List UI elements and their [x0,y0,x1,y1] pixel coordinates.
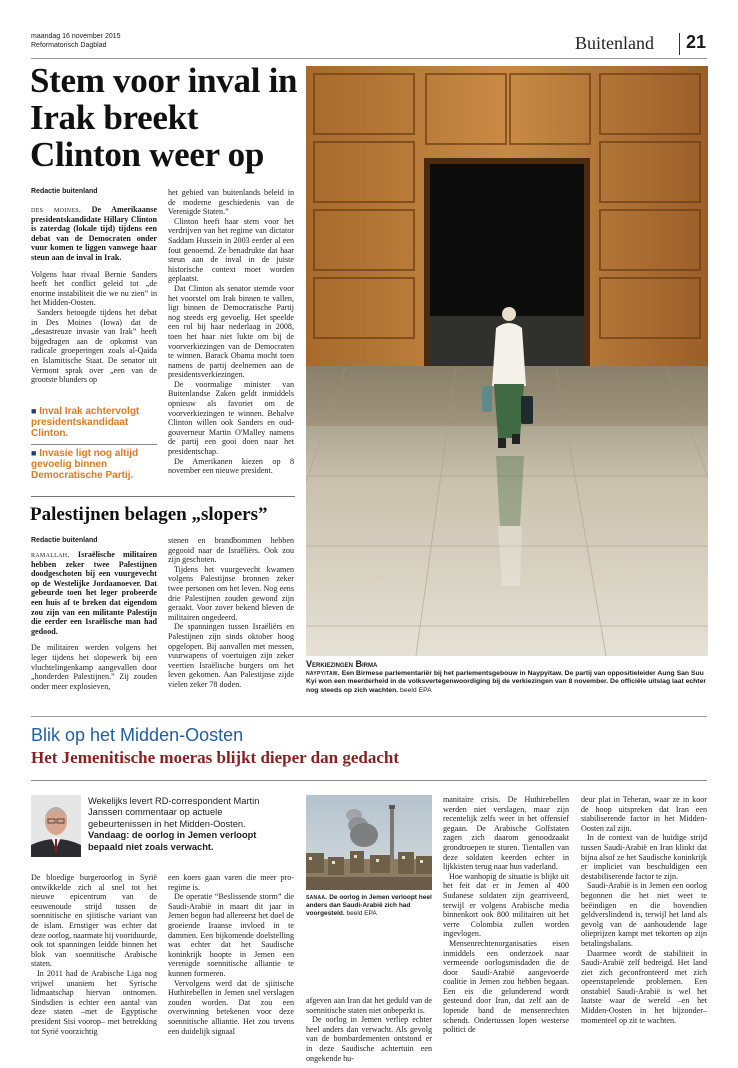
photo2-caption-text: De oorlog in Jemen verloopt heel anders dan Saudi-Arabië zich had voorgesteld. [306,894,432,918]
article1-headline: Stem voor inval in Irak breekt Clinton weer op [30,61,298,174]
photo-sanaa-image [306,795,432,890]
photo1-caption-place: naypyitaw. [306,669,340,677]
column-col2 [168,873,294,1063]
column-col4 [443,795,569,1063]
column-rubric: Blik op het Midden-Oosten [31,725,244,745]
pull-quote-divider [31,444,157,445]
column-paragraph: De operatie “Beslissende storm” die Saudi-Arabië in maart dit jaar in Jemen begon had allereerst het doel de groeiende Iraanse invloed in te dammen. Een bijkomende doelstelling was echter dat het Saudische koninkrijk hoopte in Jemen een verenigde soennitische alliantie te kunnen formeren. [168,892,294,978]
article2-byline: Redactie buitenland [31,537,98,544]
article1-dateline: des moines. [31,205,82,214]
article1-paragraph: Volgens haar rivaal Bernie Sanders heeft het conflict geleid tot „de enorme instabiliteit die we nu zien” in het Midden-Oosten. [31,269,157,308]
pull-quote-2: ■ Invasie ligt nog altijd gevoelig binnen Democratische Partij. [31,448,139,481]
section-rule [31,716,707,717]
page-number: 21 [686,32,707,52]
photo2-caption [306,894,432,919]
masthead-rule [31,58,707,59]
masthead-date: maandag 16 november 2015 [31,33,121,40]
article1-paragraph: het gebied van buitenlands beleid in de moderne geschiedenis van de Verenigde Staten.” [168,188,294,217]
photo1-credit: beeld EPA [400,686,432,694]
photo2-credit: beeld EPA [346,910,377,918]
column-paragraph: deur plat in Teheran, waar ze in koor de hoop uitspreken dat Iran een stabiliserende factor in het Midden-Oosten zal zijn. [581,795,707,833]
article2-lead: Israëlische militairen hebben zeker twee Palestijnen doodgeschoten bij een vuurgevecht op de Westelijke Jordaanoever. Dat gebeurde toen het leger probeerde een huis af te breken dat eigendom zou zijn van een militante Palestijn die eerder een Israëlische man had gedood. [31,550,157,636]
column-paragraph: De bloedige burgeroorlog in Syrië ontwikkelde zich al snel tot het nieuwe epicentrum van de eeuwenoude strijd tussen de soennitische en sjiitische variant van de islam. Ernstiger was echter dat deze oorlog, naarmate hij voortduurde, ook tot spanningen leidde binnen het blok van soennitische Arabische staten. [31,873,157,969]
article2-headline: Palestijnen belagen „slopers” [30,504,268,525]
article1-col2 [168,188,294,488]
column-paragraph: een koers gaan varen die meer pro-regime is. [168,873,294,892]
article1-paragraph: De voormalige minister van Buitenlandse Zaken geldt inmiddels opnieuw als favoriet om de voorverkiezingen te winnen. Behalve Clinton willen ook Sanders en oud-gouverneur Martin O'Malley namens de partij een gooi doen naar het presidentschap. [168,379,294,457]
article1-paragraph: Sanders betoogde tijdens het debat in Des Moines (Iowa) dat de „desastreuze invasie van Irak” heeft bijgedragen aan de opkomst van radicale groeperingen zoals al-Qaida en Islamitische Staat. De senator uit Vermont sprak over „een van de grootste blunders op [31,307,157,385]
column-paragraph: Mensenrechtenorganisaties eisen inmiddels een onderzoek naar vermeende oorlogsmisdaden die de door Saudi-Arabië aangevoerde coalitie in Jemen zou hebben begaan. Een eis die gelunderend wordt gesteund door Iran, dat zelf aan de lopende band de mensenrechten schendt. Ondertussen lopen westerse politici de [443,938,569,1035]
column-paragraph: afgeven aan Iran dat het geduld van de soennitische staten niet onbeperkt is. [306,996,432,1015]
article1-paragraph: De Amerikanen kiezen op 8 november een nieuwe president. [168,456,294,476]
article2-paragraph: De spanningen tussen Israëliërs en Palestijnen zijn sinds oktober hoog opgelopen. Bij aanvallen met messen, vuurwapens of voertuigen zijn zeker veertien Israëlische burgers om het leven gekomen. Aan Palestijnse zijde vielen zeker 78 doden. [168,622,294,689]
article2-paragraph: De militairen werden volgens het leger tijdens het slopewerk bij een vluchtelingenkamp aangevallen door „honderden Palestijnen.” Zij zouden onder meer explosieven, [31,643,157,691]
photo-parliament-image [306,66,708,656]
column-col3 [306,996,432,1064]
article1-col1 [31,205,157,400]
article2-paragraph: Tijdens het vuurgevecht kwamen volgens Palestijnse bronnen zeker twee personen om het leven. Nog eens drie Palestijnen zouden gewond zijn geraakt. Voor zover bekend bleven de militairen ongedeerd. [168,564,294,622]
pull-quote-1: ■ Inval Irak achtervolgt presidentskandidaat Clinton. [31,406,140,439]
section-title: Buitenland [575,33,654,53]
column-paragraph: In de context van de huidige strijd tussen Saudi-Arabië en Iran klinkt dat bijna alsof ze het Saudische koninkrijk er impliciet van beschuldigen een destabiliserende factor te zijn. [581,833,707,881]
column-paragraph: De oorlog in Jemen verliep echter heel anders dan verwacht. Als gevolg van de bombardementen ontstond er in deze Saudische achtertuin een ongekende hu- [306,1015,432,1063]
column-col5 [581,795,707,1063]
column-header-rule [31,780,707,781]
photo1-caption-title: Verkiezingen Birma [306,659,378,669]
photo-parliament [306,66,708,656]
column-paragraph: Hoe wanhopig de situatie is blijkt uit het feit dat er in Jemen al 400 Sudanese soldaten zijn gearriveerd, terwijl er volgens Arabische media binnenkort ook 800 militairen uit het verre Colombia zullen worden ingevlogen. [443,871,569,939]
article2-dateline: ramallah. [31,550,70,559]
column-paragraph: manitaire crisis. De Huthirebellen werden niet verslagen, maar zijn recentelijk zelfs weer in het offensief gegaan. De Arabische Golfstaten zagen zich daarom genoodzaakt grondtroepen te sturen. Tientallen van deze soldaten keerden echter in lijkkisten terug naar hun vaderland. [443,795,569,872]
photo-sanaa [306,795,432,890]
photo1-caption [306,660,708,695]
article2-col2 [168,536,294,708]
pull-quote-2-text: Invasie ligt nog altijd gevoelig binnen Democratische Partij. [31,448,139,481]
pull-quote-1-text: Inval Irak achtervolgt presidentskandidaat Clinton. [31,406,140,439]
article2-paragraph: stenen en brandbommen hebben gegooid naar de Israëliërs. Ook zou zijn geschoten. [168,536,294,565]
column-intro [88,796,268,853]
photo2-caption-place: sanaa. [306,894,328,901]
photo1-caption-text: Een Birmese parlementariër bij het parlementsgebouw in Naypyitaw. De partij van oppositieleider Aung San Suu Kyi won een meerderheid in de volksvertegenwoordiging bij de verkiezingen van 8 november. De officiële uitslag laat echter nog steeds op zich wachten. [306,669,707,694]
article-divider [31,496,295,497]
article1-byline: Redactie buitenland [31,188,98,195]
column-paragraph: Vervolgens werd dat de sjiitische Huthirebellen in Jemen snel verslagen zouden worden. Dat zou een overwinning betekenen voor deze soennitische alliantie. Het zou tevens een duidelijk signaal [168,978,294,1036]
column-paragraph: Daarmee wordt de stabiliteit in Saudi-Arabië zelf bedreigd. Het land ziet zich geconfronteerd met zich opeenstapelende problemen. Een onstabiel Saudi-Arabië is wel het laatste waar de wereld –en het Midden-Oosten in het bijzonder– momenteel op zit te wachten. [581,948,707,1025]
section-divider [679,33,680,55]
column-paragraph: Saudi-Arabië is in Jemen een oorlog begonnen die het niet weet te beëindigen en die bovendien geldverslindend is, terwijl het land als gevolg van de aanhoudende lage olieprijzen kampt met tekorten op zijn betalingsbalans. [581,881,707,948]
column-col1 [31,873,157,1063]
author-portrait-image [31,795,81,857]
column-intro-text: Wekelijks levert RD-correspondent Martin Janssen commentaar op actuele gebeurtenissen in het Midden-Oosten. [88,796,260,829]
author-avatar [31,795,81,857]
column-intro-bold: Vandaag: de oorlog in Jemen verloopt bepaald niet zoals verwacht. [88,830,257,852]
article2-col1 [31,550,157,710]
masthead-paper: Reformatorisch Dagblad [31,42,107,49]
article1-paragraph: Clinton heeft haar stem voor het verdrijven van het regime van dictator Saddam Hussein in 2003 eerder al een fout genoemd. Ze benadrukte dat haar steun aan de inval in de juiste historische context moet worden geplaatst. [168,216,294,284]
column-headline: Het Jemenitische moeras blijkt dieper dan gedacht [31,748,399,767]
article1-paragraph: Dat Clinton als senator stemde voor het voorstel om Irak binnen te vallen, ligt binnen de Democratische Partij nog steeds erg gevoelig. Het speelde een rol bij haar nederlaag in 2008, toen het haar niet lukte om bij de voorverkiezingen van de Democraten te winnen. Barack Obama mocht toen namens de partij deelnemen aan de presidentsverkiezingen. [168,283,294,380]
article1-lead: De Amerikaanse presidentskandidate Hillary Clinton is zaterdag (lokale tijd) tijdens een debat van de Democraten onder vuur komen te liggen vanwege haar steun aan de inval in Irak. [31,205,157,262]
column-paragraph: In 2011 had de Arabische Liga nog vrijwel unaniem het Syrische lidmaatschap hiervan ontnomen. Sindsdien is echter een aantal van deze staten –met de Egyptische president Sisi voorop– met betrekking tot Syrië voorzichtig [31,968,157,1036]
